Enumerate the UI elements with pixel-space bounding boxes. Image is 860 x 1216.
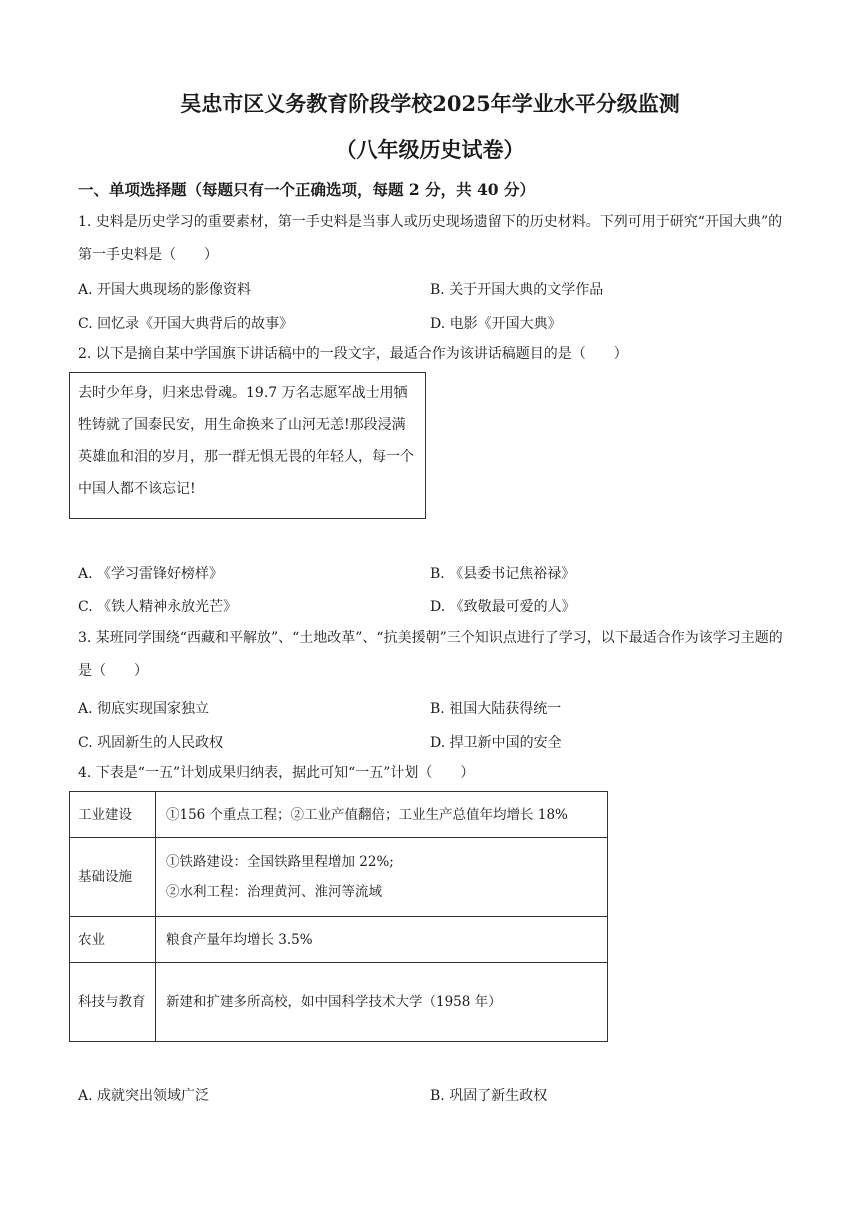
q3-option-b[interactable]: B. 祖国大陆获得统一 [430, 701, 562, 717]
table-row [70, 792, 608, 838]
q2-option-c[interactable]: C. 《铁人精神永放光芒》 [78, 599, 238, 615]
q1-option-d[interactable]: D. 电影《开国大典》 [430, 316, 562, 332]
table-key-cell: 农业 [70, 917, 156, 963]
table-value-cell [156, 838, 608, 917]
question-4-stem: 4. 下表是“一五”计划成果归纳表，据此可知“一五”计划（ ） [78, 765, 475, 781]
table-value-line: ①铁路建设：全国铁路里程增加 22%; [166, 854, 394, 870]
table-value-line: 新建和扩建多所高校，如中国科学技术大学（1958 年） [166, 994, 502, 1010]
section-heading: 一、单项选择题（每题只有一个正确选项，每题 2 分，共 40 分） [78, 180, 535, 199]
quote-box: 去时少年身，归来忠骨魂。19.7 万名志愿军战士用牺牲铸就了国泰民安，用生命换来了山河无恙!那段浸满英雄血和泪的岁月，那一群无惧无畏的年轻人，每一个中国人都不该忘记! [69, 372, 426, 519]
question-2-stem: 2. 以下是摘自某中学国旗下讲话稿中的一段文字，最适合作为该讲话稿题目的是（ ） [78, 346, 628, 362]
achievement-table [69, 791, 608, 1042]
q3-option-c[interactable]: C. 巩固新生的人民政权 [78, 735, 224, 751]
q2-option-b[interactable]: B. 《县委书记焦裕禄》 [430, 566, 576, 582]
q1-option-a[interactable]: A. 开国大典现场的影像资料 [78, 282, 252, 298]
table-key-cell: 基础设施 [70, 838, 156, 917]
table-key-cell: 工业建设 [70, 792, 156, 838]
table-value-cell [156, 917, 608, 963]
q2-option-d[interactable]: D. 《致敬最可爱的人》 [430, 599, 576, 615]
table-value-cell [156, 963, 608, 1042]
q1-option-b[interactable]: B. 关于开国大典的文学作品 [430, 282, 604, 298]
table-value-line: ②水利工程：治理黄河、淮河等流域 [166, 884, 382, 900]
question-3-stem: 3. 某班同学围绕“西藏和平解放”、“土地改革”、“抗美援朝”三个知识点进行了学习，以下最适合作为该学习主题的是（ ） [78, 630, 783, 679]
q2-option-a[interactable]: A. 《学习雷锋好榜样》 [78, 566, 224, 582]
q4-option-b[interactable]: B. 巩固了新生政权 [430, 1088, 548, 1104]
exam-title: 吴忠市区义务教育阶段学校2025年学业水平分级监测 [180, 91, 680, 116]
q3-option-d[interactable]: D. 捍卫新中国的安全 [430, 735, 562, 751]
table-value-line: ①156 个重点工程；②工业产值翻倍；工业生产总值年均增长 18% [166, 806, 568, 823]
q1-option-c[interactable]: C. 回忆录《开国大典背后的故事》 [78, 316, 294, 332]
table-value-cell [156, 792, 608, 838]
table-row [70, 963, 608, 1042]
table-value-line: 粮食产量年均增长 3.5% [166, 931, 313, 948]
q3-option-a[interactable]: A. 彻底实现国家独立 [78, 701, 210, 717]
q4-option-a[interactable]: A. 成就突出领域广泛 [78, 1088, 210, 1104]
exam-subtitle: （八年级历史试卷） [335, 137, 525, 162]
table-key-cell: 科技与教育 [70, 963, 156, 1042]
table-row [70, 917, 608, 963]
question-1-stem: 1. 史料是历史学习的重要素材，第一手史料是当事人或历史现场遗留下的历史材料。下列可用于研究“开国大典”的第一手史料是（ ） [78, 214, 783, 263]
table-row [70, 838, 608, 917]
